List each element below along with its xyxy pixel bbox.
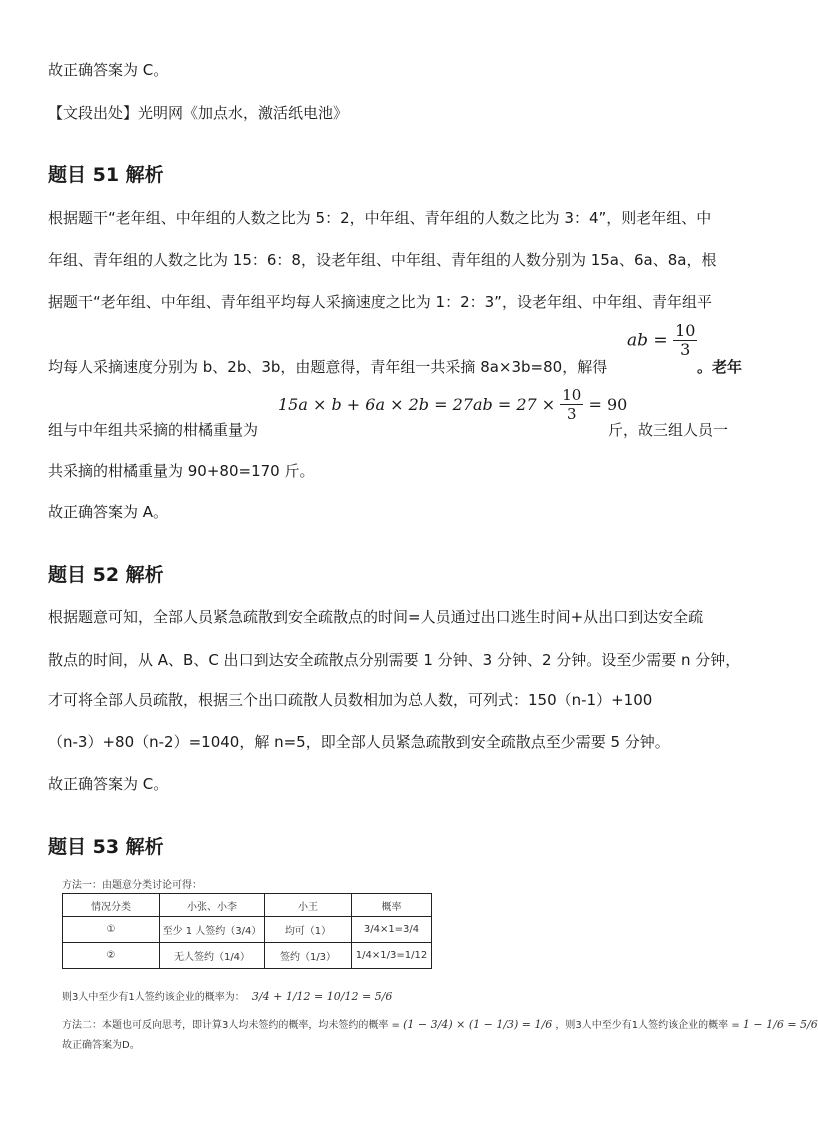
q52-answer: 故正确答案为 C。: [48, 775, 169, 793]
table-cell: ②: [63, 943, 160, 969]
q51-formula-weight: 15a × b + 6a × 2b = 27ab = 27 × $\frac{10}{3}$ = 90: [278, 386, 628, 423]
table-cell: 3/4×1=3/4: [352, 917, 432, 943]
q53-method2-formula1: (1 − 3/4) × (1 − 1/3) = 1/6: [403, 1018, 553, 1031]
table-row: [63, 917, 432, 943]
q52-line2: 散点的时间，从 A、B、C 出口到达安全疏散点分别需要 1 分钟、3 分钟、2 分钟。设至少需要 n 分钟，: [48, 651, 741, 669]
q51-line4: 均每人采摘速度分别为 b、2b、3b，由题意得，青年组一共采摘 8a×3b=80，解得: [48, 358, 608, 376]
table-header-cell: 小王: [265, 894, 352, 917]
table-row: [63, 943, 432, 969]
q53-conclusion1: 则3人中至少有1人签约该企业的概率为： 3/4 + 1/12 = 10/12 = 5/6: [62, 990, 393, 1003]
q53-answer: 故正确答案为D。: [62, 1040, 140, 1051]
table-header-cell: 小张、小李: [160, 894, 265, 917]
table-header-row: [63, 894, 432, 917]
table-cell: 签约（1/3）: [265, 943, 352, 969]
q51-heading: 题目 51 解析: [48, 164, 164, 186]
q52-heading: 题目 52 解析: [48, 564, 164, 586]
table-header-cell: 概率: [352, 894, 432, 917]
q51-line6: 共采摘的柑橘重量为 90+80=170 斤。: [48, 462, 315, 480]
q51-line5-end: 斤，故三组人员一: [608, 421, 729, 439]
q51-line2: 年组、青年组的人数之比为 15：6：8，设老年组、中年组、青年组的人数分别为 15a、6a、8a，根: [48, 251, 717, 269]
answer-line: 故正确答案为 C。: [48, 61, 169, 79]
table-cell: 均可（1）: [265, 917, 352, 943]
table-cell: ①: [63, 917, 160, 943]
q53-method2-formula2: 1 − 1/6 = 5/6: [742, 1018, 818, 1031]
q53-method1: 方法一：由题意分类讨论可得：: [62, 880, 202, 891]
table-cell: 无人签约（1/4）: [160, 943, 265, 969]
q51-answer: 故正确答案为 A。: [48, 503, 169, 521]
q53-conclusion1-formula: 3/4 + 1/12 = 10/12 = 5/6: [251, 990, 393, 1003]
q52-line1: 根据题意可知，全部人员紧急疏散到安全疏散点的时间=人员通过出口逃生时间+从出口到达安全疏: [48, 608, 704, 626]
table-cell: 1/4×1/3=1/12: [352, 943, 432, 969]
q51-formula-ab: ab = $\frac{10}{3}$: [627, 321, 696, 359]
q51-line1: 根据题干“老年组、中年组的人数之比为 5：2，中年组、青年组的人数之比为 3：4”，则老年组、中: [48, 209, 712, 227]
q52-line3: 才可将全部人员疏散，根据三个出口疏散人员数相加为总人数，可列式：150（n-1）+100: [48, 691, 653, 709]
table-header-cell: 情况分类: [63, 894, 160, 917]
q53-method2: 方法二：本题也可反向思考，即计算3人均未签约的概率，均未签约的概率 = (1 − 3/4) × (1 − 1/3) = 1/6 ，则3人中至少有1人签约该企业的概率 = 1 − 1/6 = 5/6: [62, 1018, 818, 1031]
q53-probability-table: [62, 893, 432, 969]
q51-line3: 据题干“老年组、中年组、青年组平均每人采摘速度之比为 1：2：3”，设老年组、中年组、青年组平: [48, 293, 712, 311]
source-line: 【文段出处】光明网《加点水，激活纸电池》: [48, 104, 349, 122]
q51-line4-end: 。老年: [697, 358, 743, 376]
q52-line4: （n-3）+80（n-2）=1040，解 n=5，即全部人员紧急疏散到安全疏散点至少需要 5 分钟。: [48, 733, 670, 751]
q51-line5: 组与中年组共采摘的柑橘重量为: [48, 421, 259, 439]
q53-heading: 题目 53 解析: [48, 836, 164, 858]
table-cell: 至少 1 人签约（3/4）: [160, 917, 265, 943]
